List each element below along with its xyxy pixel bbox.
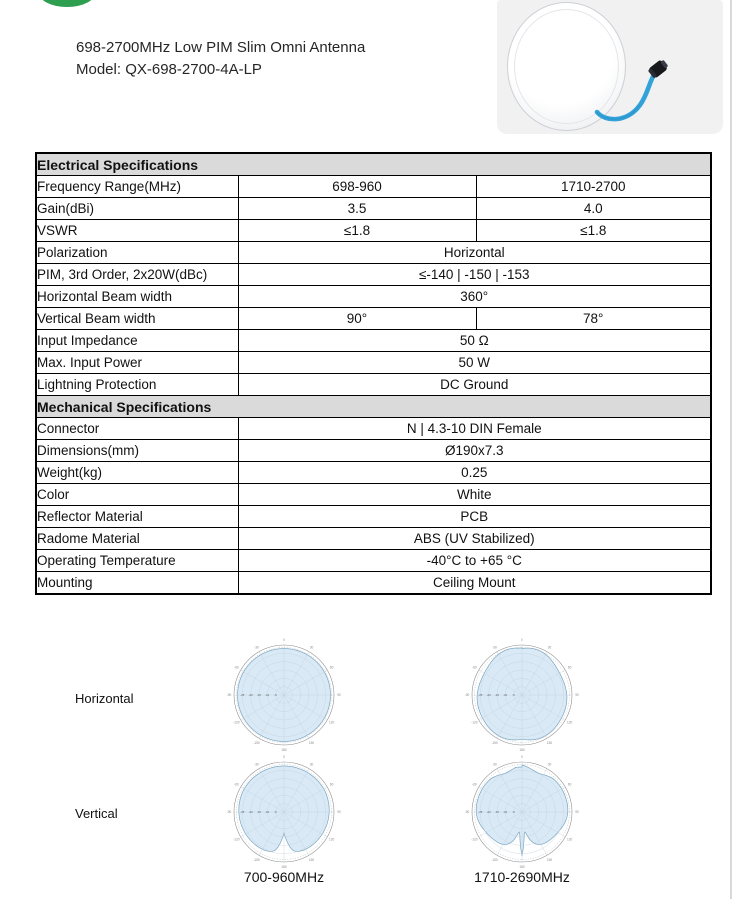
spec-label-cell: Color bbox=[36, 484, 238, 506]
svg-text:30: 30 bbox=[309, 762, 314, 767]
spec-value-cell: ABS (UV Stabilized) bbox=[238, 528, 711, 550]
svg-text:60: 60 bbox=[329, 782, 334, 787]
spec-row bbox=[36, 176, 711, 198]
spec-row bbox=[36, 220, 711, 242]
pattern-freq-label-low: 700-960MHz bbox=[243, 869, 325, 885]
spec-label-cell: Input Impedance bbox=[36, 330, 238, 352]
spec-value-cell: Ø190x7.3 bbox=[238, 440, 711, 462]
spec-value-cell: 698-960 bbox=[238, 176, 476, 198]
page-border-line bbox=[730, 0, 732, 899]
spec-row bbox=[36, 330, 711, 352]
spec-label-cell: Dimensions(mm) bbox=[36, 440, 238, 462]
antenna-cable-image bbox=[497, 0, 723, 134]
spec-label-cell: PIM, 3rd Order, 2x20W(dBc) bbox=[36, 264, 238, 286]
svg-text:-120: -120 bbox=[233, 837, 240, 842]
svg-text:-10: -10 bbox=[503, 810, 508, 815]
spec-label-cell: Vertical Beam width bbox=[36, 308, 238, 330]
svg-text:-150: -150 bbox=[491, 857, 498, 862]
svg-text:-30: -30 bbox=[492, 645, 497, 650]
svg-text:-90: -90 bbox=[464, 693, 470, 698]
spec-row bbox=[36, 286, 711, 308]
company-logo-icon bbox=[38, 0, 96, 7]
spec-row bbox=[36, 440, 711, 462]
polar-plot-vertical-700-960 bbox=[222, 750, 346, 874]
spec-row bbox=[36, 308, 711, 330]
spec-row bbox=[36, 242, 711, 264]
page-title: 698-2700MHz Low PIM Slim Omni Antenna bbox=[76, 39, 366, 56]
svg-text:120: 120 bbox=[566, 837, 573, 842]
spec-label-cell: Max. Input Power bbox=[36, 352, 238, 374]
product-photo bbox=[497, 0, 723, 134]
model-number: Model: QX-698-2700-4A-LP bbox=[76, 61, 262, 78]
svg-text:-150: -150 bbox=[253, 740, 260, 745]
svg-text:-5: -5 bbox=[512, 693, 515, 698]
spec-value-cell: 3.5 bbox=[238, 198, 476, 220]
svg-text:30: 30 bbox=[547, 645, 552, 650]
spec-value-cell: PCB bbox=[238, 506, 711, 528]
spec-label-cell: Operating Temperature bbox=[36, 550, 238, 572]
svg-text:60: 60 bbox=[567, 782, 572, 787]
svg-text:90: 90 bbox=[337, 693, 341, 698]
svg-text:-15: -15 bbox=[494, 810, 499, 815]
svg-text:-5: -5 bbox=[274, 810, 277, 815]
mechanical-specifications-section bbox=[36, 396, 711, 418]
svg-text:0: 0 bbox=[521, 755, 523, 760]
spec-value-cell: ≤-140 | -150 | -153 bbox=[238, 264, 711, 286]
svg-text:180: 180 bbox=[519, 748, 525, 753]
spec-label-cell: Weight(kg) bbox=[36, 462, 238, 484]
spec-row bbox=[36, 528, 711, 550]
electrical-specifications-section-header: Electrical Specifications bbox=[36, 153, 711, 176]
spec-table-body bbox=[36, 153, 711, 594]
polar-plot-horizontal-1710-2690 bbox=[460, 633, 584, 760]
spec-value-cell: 90° bbox=[238, 308, 476, 330]
svg-text:-10: -10 bbox=[503, 693, 508, 698]
svg-text:-120: -120 bbox=[471, 837, 478, 842]
spec-value-cell: DC Ground bbox=[238, 374, 711, 396]
spec-value-cell: 0.25 bbox=[238, 462, 711, 484]
spec-label-cell: VSWR bbox=[36, 220, 238, 242]
spec-value-cell: -40°C to +65 °C bbox=[238, 550, 711, 572]
svg-text:-5: -5 bbox=[274, 693, 277, 698]
svg-text:-25: -25 bbox=[478, 810, 483, 815]
svg-text:30: 30 bbox=[547, 762, 552, 767]
spec-row bbox=[36, 198, 711, 220]
svg-text:-30: -30 bbox=[492, 762, 497, 767]
svg-text:-120: -120 bbox=[471, 720, 478, 725]
spec-row bbox=[36, 264, 711, 286]
svg-text:60: 60 bbox=[567, 665, 572, 670]
svg-text:180: 180 bbox=[281, 865, 287, 870]
svg-text:120: 120 bbox=[328, 837, 335, 842]
svg-text:0: 0 bbox=[283, 638, 285, 643]
spec-row bbox=[36, 484, 711, 506]
svg-text:150: 150 bbox=[546, 740, 553, 745]
svg-text:90: 90 bbox=[575, 693, 579, 698]
svg-text:-20: -20 bbox=[486, 693, 491, 698]
svg-text:-60: -60 bbox=[234, 665, 239, 670]
spec-row bbox=[36, 374, 711, 396]
pattern-row-label-horizontal: Horizontal bbox=[75, 691, 134, 706]
spec-value-cell: 360° bbox=[238, 286, 711, 308]
svg-text:150: 150 bbox=[308, 857, 315, 862]
svg-text:-15: -15 bbox=[256, 810, 261, 815]
spec-label-cell: Horizontal Beam width bbox=[36, 286, 238, 308]
svg-text:-90: -90 bbox=[226, 810, 232, 815]
spec-value-cell: Ceiling Mount bbox=[238, 572, 711, 595]
svg-text:-10: -10 bbox=[265, 810, 270, 815]
spec-row bbox=[36, 352, 711, 374]
svg-text:-15: -15 bbox=[256, 693, 261, 698]
polar-plot-horizontal-700-960 bbox=[222, 633, 346, 760]
svg-text:-10: -10 bbox=[265, 693, 270, 698]
svg-text:150: 150 bbox=[546, 857, 553, 862]
spec-value-cell: 4.0 bbox=[476, 198, 711, 220]
spec-row bbox=[36, 506, 711, 528]
spec-label-cell: Frequency Range(MHz) bbox=[36, 176, 238, 198]
connector-icon bbox=[647, 58, 669, 79]
svg-text:90: 90 bbox=[337, 810, 341, 815]
svg-text:90: 90 bbox=[575, 810, 579, 815]
pattern-freq-label-high: 1710-2690MHz bbox=[474, 869, 570, 885]
svg-text:120: 120 bbox=[328, 720, 335, 725]
svg-text:0: 0 bbox=[283, 755, 285, 760]
specifications-table bbox=[35, 152, 712, 595]
svg-text:-30: -30 bbox=[254, 762, 259, 767]
spec-value-cell: ≤1.8 bbox=[238, 220, 476, 242]
spec-label-cell: Mounting bbox=[36, 572, 238, 595]
spec-row bbox=[36, 462, 711, 484]
svg-text:-120: -120 bbox=[233, 720, 240, 725]
svg-text:-90: -90 bbox=[226, 693, 232, 698]
svg-text:-60: -60 bbox=[472, 782, 477, 787]
spec-row bbox=[36, 572, 711, 595]
spec-value-cell: White bbox=[238, 484, 711, 506]
svg-text:30: 30 bbox=[309, 645, 314, 650]
svg-text:-60: -60 bbox=[234, 782, 239, 787]
pattern-row-label-vertical: Vertical bbox=[75, 806, 118, 821]
svg-text:-20: -20 bbox=[248, 810, 253, 815]
spec-label-cell: Radome Material bbox=[36, 528, 238, 550]
spec-value-cell: Horizontal bbox=[238, 242, 711, 264]
spec-value-cell: 1710-2700 bbox=[476, 176, 711, 198]
spec-value-cell: 78° bbox=[476, 308, 711, 330]
svg-text:180: 180 bbox=[281, 748, 287, 753]
spec-label-cell: Connector bbox=[36, 418, 238, 440]
electrical-specifications-section bbox=[36, 153, 711, 176]
svg-text:-150: -150 bbox=[491, 740, 498, 745]
spec-value-cell: N | 4.3-10 DIN Female bbox=[238, 418, 711, 440]
svg-text:-150: -150 bbox=[253, 857, 260, 862]
svg-text:150: 150 bbox=[308, 740, 315, 745]
svg-text:-25: -25 bbox=[240, 810, 245, 815]
spec-label-cell: Polarization bbox=[36, 242, 238, 264]
svg-text:-90: -90 bbox=[464, 810, 470, 815]
svg-text:-15: -15 bbox=[494, 693, 499, 698]
svg-text:-5: -5 bbox=[512, 810, 515, 815]
spec-label-cell: Lightning Protection bbox=[36, 374, 238, 396]
svg-text:-30: -30 bbox=[254, 645, 259, 650]
spec-row bbox=[36, 550, 711, 572]
svg-text:-25: -25 bbox=[240, 693, 245, 698]
svg-text:60: 60 bbox=[329, 665, 334, 670]
mechanical-specifications-section-header: Mechanical Specifications bbox=[36, 396, 711, 418]
spec-value-cell: 50 W bbox=[238, 352, 711, 374]
title-block bbox=[76, 37, 365, 81]
spec-label-cell: Gain(dBi) bbox=[36, 198, 238, 220]
svg-text:-20: -20 bbox=[486, 810, 491, 815]
svg-text:-20: -20 bbox=[248, 693, 253, 698]
svg-text:-60: -60 bbox=[472, 665, 477, 670]
svg-text:120: 120 bbox=[566, 720, 573, 725]
svg-text:-25: -25 bbox=[478, 693, 483, 698]
spec-value-cell: 50 Ω bbox=[238, 330, 711, 352]
spec-value-cell: ≤1.8 bbox=[476, 220, 711, 242]
svg-text:0: 0 bbox=[521, 638, 523, 643]
spec-label-cell: Reflector Material bbox=[36, 506, 238, 528]
svg-text:180: 180 bbox=[519, 865, 525, 870]
polar-plot-vertical-1710-2690 bbox=[460, 750, 584, 874]
spec-row bbox=[36, 418, 711, 440]
